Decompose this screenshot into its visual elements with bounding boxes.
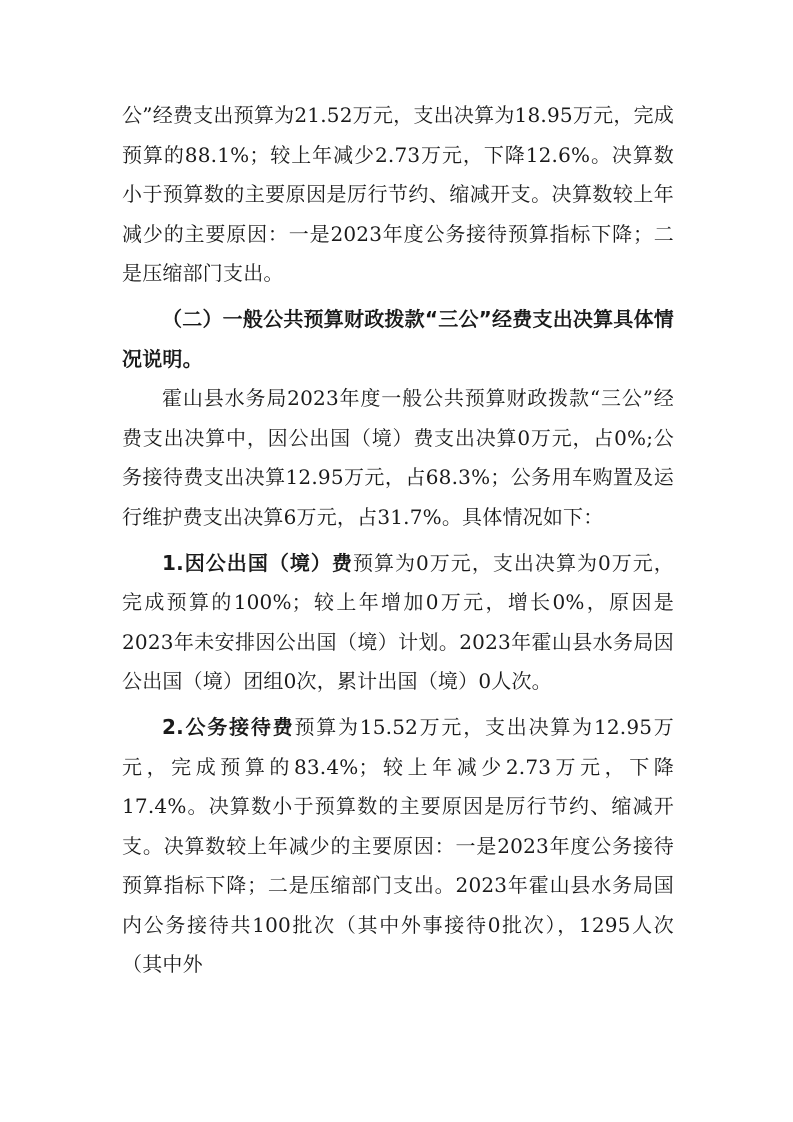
paragraph-continuation: 公”经费支出预算为21.52万元，支出决算为18.95万元，完成预算的88.1%；较上年减少2.73万元，下降12.6%。决算数小于预算数的主要原因是厉行节约、缩减开支。决算数较上年减少的主要原因：一是2023年度公务接待预算指标下降；二是压缩部门支出。: [122, 103, 674, 286]
item-title-overseas: 1.因公出国（境）费: [162, 550, 353, 575]
item-title-reception: 2.公务接待费: [162, 714, 295, 739]
paragraph-item-reception: [122, 708, 674, 985]
paragraph-item-overseas: [122, 544, 674, 702]
item-text-reception: 预算为15.52万元，支出决算为12.95万元，完成预算的83.4%；较上年减少2.73万元，下降17.4%。决算数小于预算数的主要原因是厉行节约、缩减开支。决算数较上年减少的主要原因：一是2023年度公务接待预算指标下降；二是压缩部门支出。2023年霍山县水务局国内公务接待共100批次（其中外事接待0批次），1295人次（其中外: [122, 714, 674, 977]
item-text-overseas: 预算为0万元，支出决算为0万元，完成预算的100%；较上年增加0万元，增长0%，原因是2023年未安排因公出国（境）计划。2023年霍山县水务局因公出国（境）团组0次，累计出国（境）0人次。: [122, 550, 674, 694]
document-page: [122, 96, 674, 985]
paragraph-summary: 霍山县水务局2023年度一般公共预算财政拨款“三公”经费支出决算中，因公出国（境）费支出决算0万元，占0%;公务接待费支出决算12.95万元，占68.3%；公务用车购置及运行维护费支出决算6万元，占31.7%。具体情况如下：: [122, 386, 674, 529]
section-heading: （二）一般公共预算财政拨款“三公”经费支出决算具体情况说明。: [122, 306, 674, 371]
